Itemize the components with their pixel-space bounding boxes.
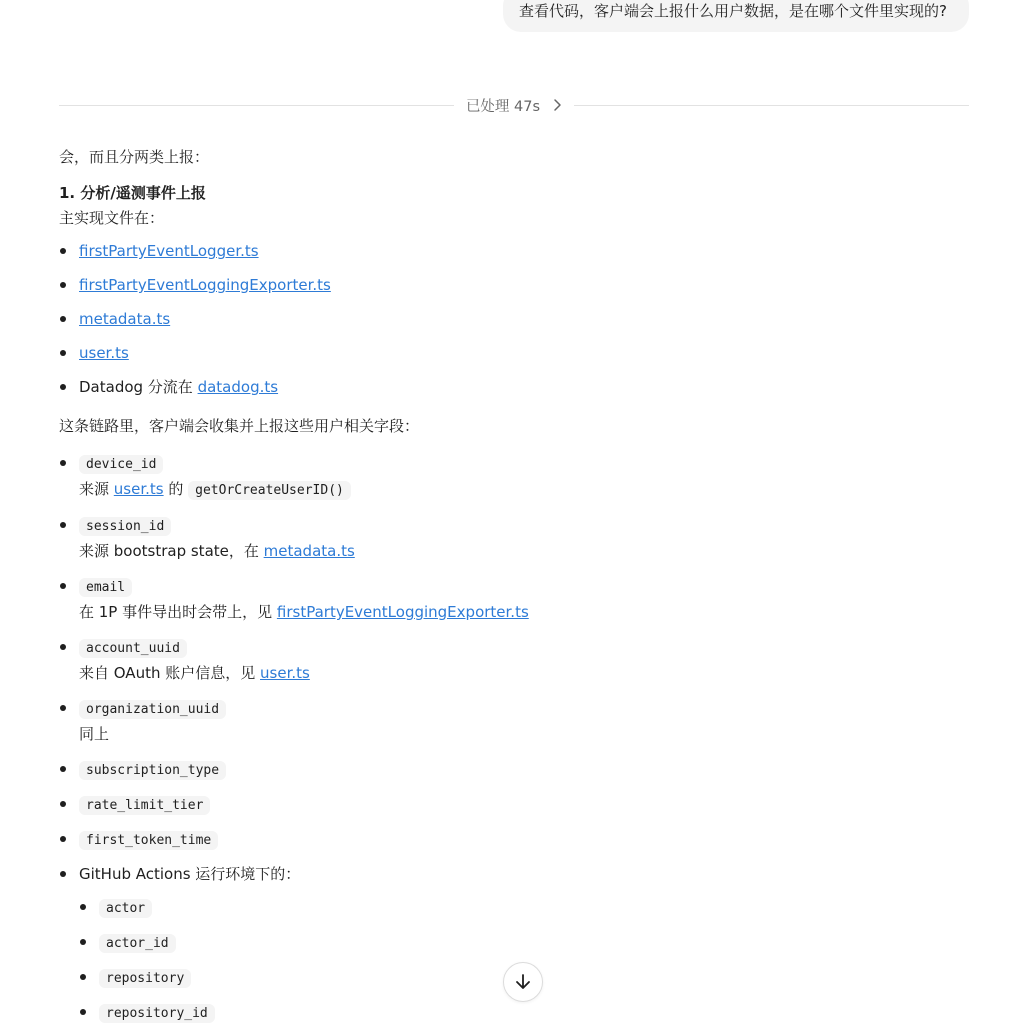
field-link-user[interactable]: user.ts	[113, 480, 164, 498]
github-label: GitHub Actions 运行环境下的：	[79, 865, 301, 883]
field-desc: 的	[163, 480, 189, 498]
assistant-answer	[59, 145, 959, 1035]
field-desc: 在 1P 事件导出时会带上，见	[79, 603, 277, 621]
file-link-firstpartyeventloggingexporter[interactable]: firstPartyEventLoggingExporter.ts	[79, 276, 331, 294]
field-desc: 来源 bootstrap state，在	[79, 542, 264, 560]
field-item-github-actions	[59, 862, 959, 1026]
field-code-func: getOrCreateUserID()	[188, 481, 351, 500]
file-list-item	[59, 273, 959, 298]
user-message-bubble	[503, 0, 969, 32]
field-code: actor_id	[99, 934, 176, 953]
divider-line-right	[574, 105, 969, 106]
divider-line-left	[59, 105, 454, 106]
processed-label: 已处理 47s	[465, 98, 541, 115]
field-link-exporter[interactable]: firstPartyEventLoggingExporter.ts	[276, 603, 529, 621]
field-code: organization_uuid	[79, 700, 226, 719]
field-code: device_id	[79, 455, 163, 474]
field-code: email	[79, 578, 132, 597]
github-field-item	[79, 895, 959, 921]
field-item-account-uuid	[59, 635, 959, 686]
field-code: subscription_type	[79, 761, 226, 780]
field-item-email	[59, 574, 959, 625]
file-list-item	[59, 239, 959, 264]
github-field-item	[79, 1000, 959, 1026]
fields-intro: 这条链路里，客户端会收集并上报这些用户相关字段：	[59, 417, 420, 435]
datadog-prefix: Datadog 分流在	[79, 378, 198, 396]
file-list-item	[59, 341, 959, 366]
arrow-down-icon	[513, 972, 533, 992]
field-item-rate-limit-tier	[59, 792, 959, 818]
field-link-metadata[interactable]: metadata.ts	[263, 542, 355, 560]
file-list-item	[59, 307, 959, 332]
processed-divider	[59, 93, 969, 117]
field-item-first-token-time	[59, 827, 959, 853]
field-code: repository	[99, 969, 191, 988]
section-title: 1. 分析/遥测事件上报	[59, 184, 206, 202]
user-message-text: 查看代码，客户端会上报什么用户数据，是在哪个文件里实现的?	[519, 2, 947, 20]
field-item-organization-uuid	[59, 696, 959, 747]
field-link-user[interactable]: user.ts	[260, 664, 310, 682]
field-item-session-id	[59, 513, 959, 564]
processed-toggle[interactable]	[454, 95, 574, 116]
github-field-item	[79, 930, 959, 956]
scroll-to-bottom-button[interactable]	[503, 962, 543, 1002]
file-link-metadata[interactable]: metadata.ts	[79, 310, 171, 328]
field-code: account_uuid	[79, 639, 187, 658]
field-desc: 来自 OAuth 账户信息，见	[79, 664, 261, 682]
file-link-user[interactable]: user.ts	[79, 344, 129, 362]
file-link-firstpartyeventlogger[interactable]: firstPartyEventLogger.ts	[79, 242, 259, 260]
file-list-item	[59, 375, 959, 400]
field-code: session_id	[79, 517, 171, 536]
field-desc: 同上	[79, 725, 110, 743]
file-link-datadog[interactable]: datadog.ts	[197, 378, 279, 396]
github-field-list	[79, 895, 959, 1026]
section-intro: 主实现文件在：	[59, 209, 165, 227]
field-item-device-id	[59, 451, 959, 503]
field-item-subscription-type	[59, 757, 959, 783]
field-code: first_token_time	[79, 831, 218, 850]
field-desc: 来源	[79, 480, 114, 498]
answer-intro: 会，而且分两类上报：	[59, 148, 210, 166]
field-code: actor	[99, 899, 152, 918]
field-code: rate_limit_tier	[79, 796, 210, 815]
field-list	[59, 451, 959, 1026]
file-list	[59, 239, 959, 400]
chevron-right-icon	[552, 98, 562, 112]
field-code: repository_id	[99, 1004, 215, 1023]
